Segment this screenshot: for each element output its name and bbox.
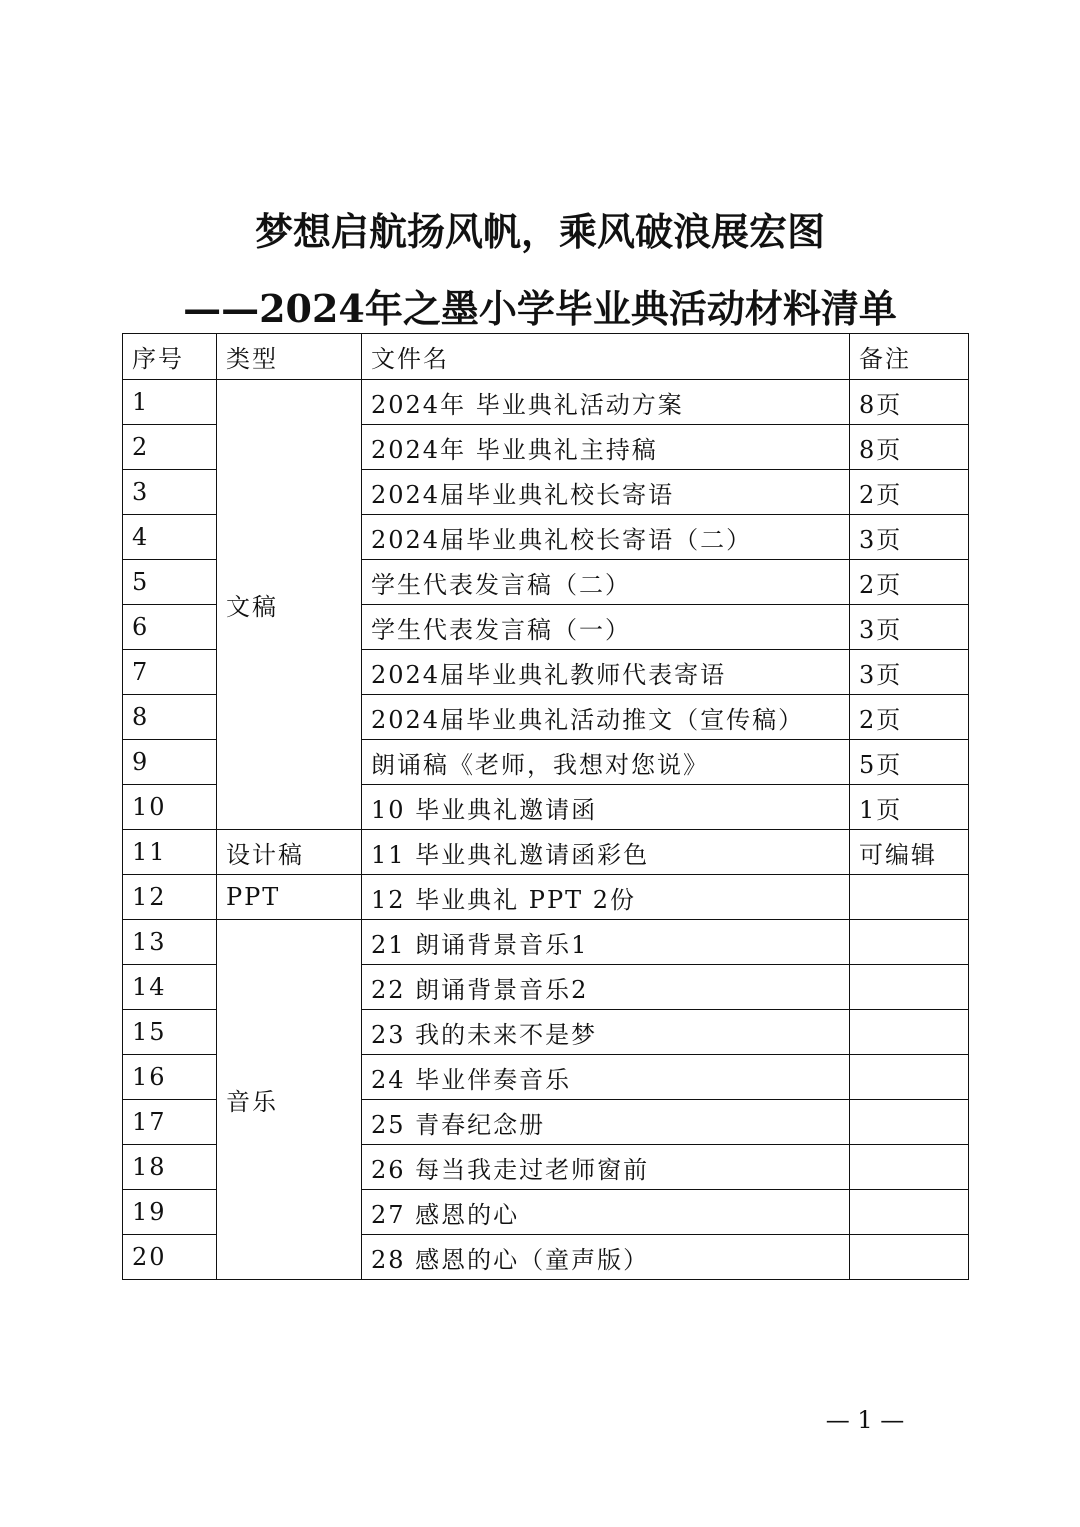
cell-seq: 15	[123, 1010, 217, 1055]
table-row	[123, 920, 969, 965]
cell-seq: 16	[123, 1055, 217, 1100]
page-number: — 1 —	[825, 1406, 905, 1434]
header-type: 类型	[217, 334, 362, 380]
cell-note	[850, 1190, 969, 1235]
cell-type: 文稿	[217, 380, 362, 830]
cell-seq: 7	[123, 650, 217, 695]
cell-note	[850, 920, 969, 965]
cell-name: 11 毕业典礼邀请函彩色	[362, 830, 850, 875]
cell-seq: 19	[123, 1190, 217, 1235]
cell-seq: 17	[123, 1100, 217, 1145]
cell-note: 3页	[850, 650, 969, 695]
cell-type: 音乐	[217, 920, 362, 1280]
table-row	[123, 380, 969, 425]
cell-name: 朗诵稿《老师，我想对您说》	[362, 740, 850, 785]
cell-note: 5页	[850, 740, 969, 785]
cell-note: 2页	[850, 695, 969, 740]
cell-note	[850, 965, 969, 1010]
cell-name: 22 朗诵背景音乐2	[362, 965, 850, 1010]
cell-note: 可编辑	[850, 830, 969, 875]
cell-seq: 12	[123, 875, 217, 920]
cell-note	[850, 1235, 969, 1280]
header-note: 备注	[850, 334, 969, 380]
cell-note: 8页	[850, 425, 969, 470]
document-title: 梦想启航扬风帆，乘风破浪展宏图	[254, 209, 825, 254]
cell-note	[850, 875, 969, 920]
header-name: 文件名	[362, 334, 850, 380]
cell-name: 2024年 毕业典礼活动方案	[362, 380, 850, 425]
table-row	[123, 830, 969, 875]
cell-name: 2024届毕业典礼校长寄语	[362, 470, 850, 515]
cell-seq: 11	[123, 830, 217, 875]
header-seq: 序号	[123, 334, 217, 380]
cell-type: PPT	[217, 875, 362, 920]
table-header-row	[123, 334, 969, 380]
cell-note	[850, 1055, 969, 1100]
cell-name: 学生代表发言稿（一）	[362, 605, 850, 650]
cell-name: 26 每当我走过老师窗前	[362, 1145, 850, 1190]
cell-note	[850, 1100, 969, 1145]
cell-note: 1页	[850, 785, 969, 830]
cell-name: 27 感恩的心	[362, 1190, 850, 1235]
cell-name: 21 朗诵背景音乐1	[362, 920, 850, 965]
cell-seq: 5	[123, 560, 217, 605]
cell-seq: 6	[123, 605, 217, 650]
cell-note	[850, 1010, 969, 1055]
cell-name: 28 感恩的心（童声版）	[362, 1235, 850, 1280]
cell-note: 3页	[850, 605, 969, 650]
cell-seq: 18	[123, 1145, 217, 1190]
cell-note	[850, 1145, 969, 1190]
cell-note: 2页	[850, 470, 969, 515]
cell-seq: 10	[123, 785, 217, 830]
cell-note: 8页	[850, 380, 969, 425]
cell-note: 3页	[850, 515, 969, 560]
cell-name: 23 我的未来不是梦	[362, 1010, 850, 1055]
document-subtitle: ——2024年之墨小学毕业典活动材料清单	[183, 286, 897, 331]
cell-type: 设计稿	[217, 830, 362, 875]
cell-seq: 20	[123, 1235, 217, 1280]
cell-seq: 14	[123, 965, 217, 1010]
cell-seq: 4	[123, 515, 217, 560]
cell-seq: 8	[123, 695, 217, 740]
cell-name: 2024年 毕业典礼主持稿	[362, 425, 850, 470]
cell-name: 学生代表发言稿（二）	[362, 560, 850, 605]
cell-seq: 13	[123, 920, 217, 965]
cell-note: 2页	[850, 560, 969, 605]
cell-name: 24 毕业伴奏音乐	[362, 1055, 850, 1100]
materials-table	[122, 333, 969, 1280]
cell-name: 2024届毕业典礼活动推文（宣传稿）	[362, 695, 850, 740]
cell-seq: 1	[123, 380, 217, 425]
cell-seq: 9	[123, 740, 217, 785]
cell-seq: 3	[123, 470, 217, 515]
cell-name: 10 毕业典礼邀请函	[362, 785, 850, 830]
cell-name: 2024届毕业典礼教师代表寄语	[362, 650, 850, 695]
cell-name: 25 青春纪念册	[362, 1100, 850, 1145]
table-row	[123, 875, 969, 920]
cell-name: 2024届毕业典礼校长寄语（二）	[362, 515, 850, 560]
cell-name: 12 毕业典礼 PPT 2份	[362, 875, 850, 920]
cell-seq: 2	[123, 425, 217, 470]
